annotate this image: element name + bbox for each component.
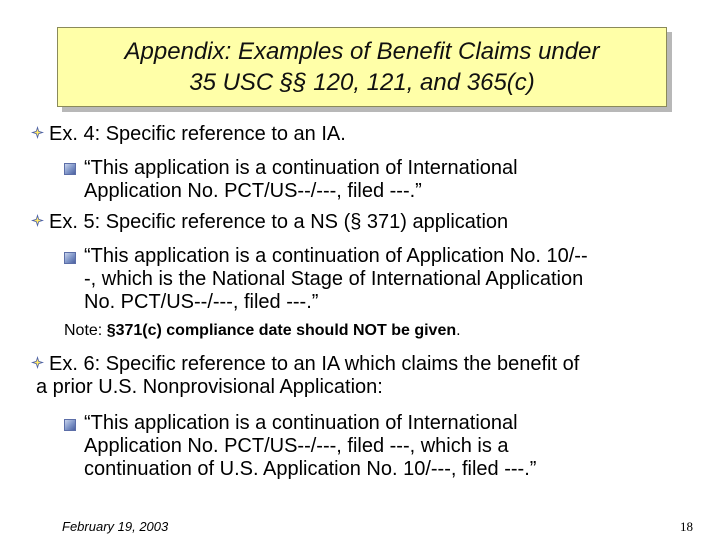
diamond-star-icon: [31, 126, 44, 139]
quote-line: Application No. PCT/US--/---, filed ---.”: [84, 180, 422, 202]
note-suffix: .: [456, 322, 461, 339]
heading-line: a prior U.S. Nonprovisional Application:: [36, 376, 383, 398]
diamond-star-icon: [31, 214, 44, 227]
square-bullet-icon: [64, 252, 76, 264]
quote-line: “This application is a continuation of International: [84, 412, 518, 434]
quote-line: No. PCT/US--/---, filed ---.”: [84, 291, 319, 313]
example-5-heading: Ex. 5: Specific reference to a NS (§ 371) application: [49, 211, 509, 233]
example-4-heading: Ex. 4: Specific reference to an IA.: [49, 123, 346, 145]
example-6-quote: [84, 412, 704, 481]
note-prefix: Note:: [64, 322, 107, 339]
quote-line: “This application is a continuation of Application No. 10/--: [84, 245, 588, 267]
quote-line: Application No. PCT/US--/---, filed ---, which is a: [84, 435, 509, 457]
example-6-heading: [36, 353, 709, 399]
square-bullet-icon: [64, 419, 76, 431]
quote-line: “This application is a continuation of International: [84, 157, 518, 179]
slide-title-box: [57, 27, 667, 107]
footer-date: February 19, 2003: [62, 519, 169, 534]
diamond-star-icon: [31, 356, 44, 369]
note-text: [64, 321, 461, 341]
example-5-quote: [84, 245, 704, 314]
quote-line: continuation of U.S. Application No. 10/---, filed ---.”: [84, 458, 537, 480]
slide-title-line-2: 35 USC §§ 120, 121, and 365(c): [189, 69, 535, 96]
page-number: 18: [680, 519, 693, 534]
square-bullet-icon: [64, 163, 76, 175]
note-bold: §371(c) compliance date should NOT be given: [106, 322, 457, 339]
example-4-quote: [84, 157, 704, 203]
heading-line: Ex. 6: Specific reference to an IA which claims the benefit of: [49, 353, 580, 375]
quote-line: -, which is the National Stage of International Application: [84, 268, 584, 290]
slide-title-line-1: Appendix: Examples of Benefit Claims under: [124, 38, 600, 65]
